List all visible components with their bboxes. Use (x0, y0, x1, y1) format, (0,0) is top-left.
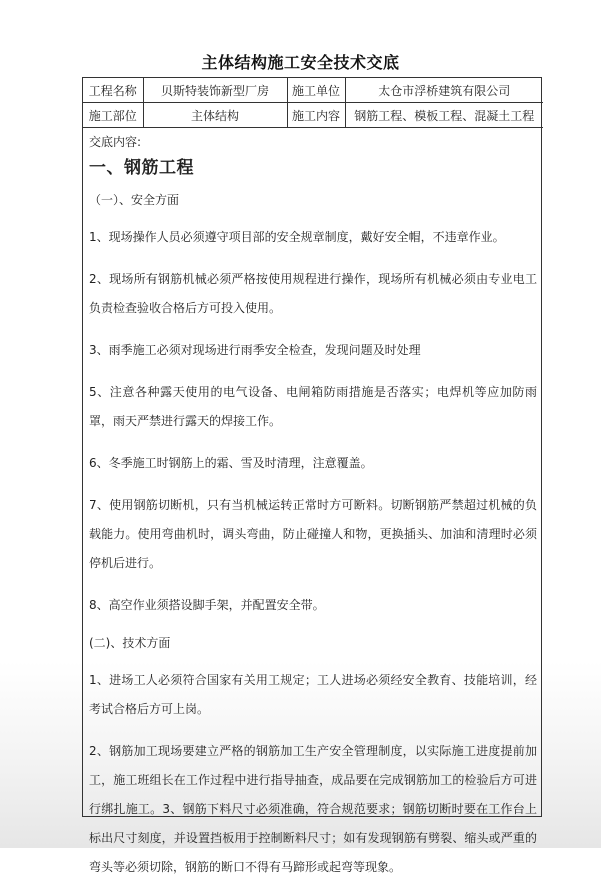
disclosure-content (83, 128, 541, 882)
project-name-label: 工程名称 (83, 78, 143, 103)
subsection-heading-safety: （一）、安全方面 (89, 193, 180, 207)
technical-item-2: 2、钢筋加工现场要建立严格的钢筋加工生产安全管理制度，以实际施工进度提前加工，施工班组长在工作过程中进行指导抽查，成品要在完成钢筋加工的检验后方可进行绑扎施工。3、钢筋下料尺寸必须准确，符合规范要求；钢筋切断时要在工作台上标出尺寸刻度，并设置挡板用于控制断料尺寸；如有发现钢筋有劈裂、缩头或严重的弯头等必须切除，钢筋的断口不得有马蹄形或起弯等现象。 (89, 744, 537, 874)
construction-unit-label: 施工单位 (287, 78, 345, 103)
safety-item-5: 5、注意各种露天使用的电气设备、电闸箱防雨措施是否落实；电焊机等应加防雨罩，雨天严禁进行露天的焊接工作。 (89, 385, 537, 428)
project-name-value: 贝斯特装饰新型厂房 (143, 78, 287, 103)
safety-item-8: 8、高空作业须搭设脚手架，并配置安全带。 (89, 598, 325, 612)
safety-item-6: 6、冬季施工时钢筋上的霜、雪及时清理，注意覆盖。 (89, 456, 373, 470)
construction-content-value: 钢筋工程、模板工程、混凝土工程 (345, 103, 543, 128)
construction-content-label: 施工内容 (287, 103, 345, 128)
safety-item-1: 1、现场操作人员必须遵守项目部的安全规章制度，戴好安全帽，不违章作业。 (89, 230, 505, 244)
safety-item-2: 2、现场所有钢筋机械必须严格按使用规程进行操作，现场所有机械必须由专业电工负责检查验收合格后方可投入使用。 (89, 272, 537, 315)
document-title: 主体结构施工安全技术交底 (201, 53, 400, 72)
construction-part-value: 主体结构 (143, 103, 287, 128)
safety-item-7: 7、使用钢筋切断机，只有当机械运转正常时方可断料。切断钢筋严禁超过机械的负载能力。使用弯曲机时，调头弯曲，防止碰撞人和物，更换插头、加油和清理时必须停机后进行。 (89, 498, 537, 570)
content-label: 交底内容: (89, 135, 142, 149)
technical-item-1: 1、进场工人必须符合国家有关用工规定；工人进场必须经安全教育、技能培训，经考试合格后方可上岗。 (89, 673, 537, 716)
construction-unit-value: 太仓市浮桥建筑有限公司 (345, 78, 543, 103)
safety-item-3: 3、雨季施工必须对现场进行雨季安全检查，发现问题及时处理 (89, 343, 421, 357)
project-info-table (83, 78, 543, 128)
subsection-heading-technical: (二)、技术方面 (89, 636, 171, 650)
disclosure-form (82, 77, 542, 874)
construction-part-label: 施工部位 (83, 103, 143, 128)
section-heading-rebar: 一、钢筋工程 (89, 158, 194, 178)
table-row (83, 78, 543, 103)
table-row (83, 103, 543, 128)
